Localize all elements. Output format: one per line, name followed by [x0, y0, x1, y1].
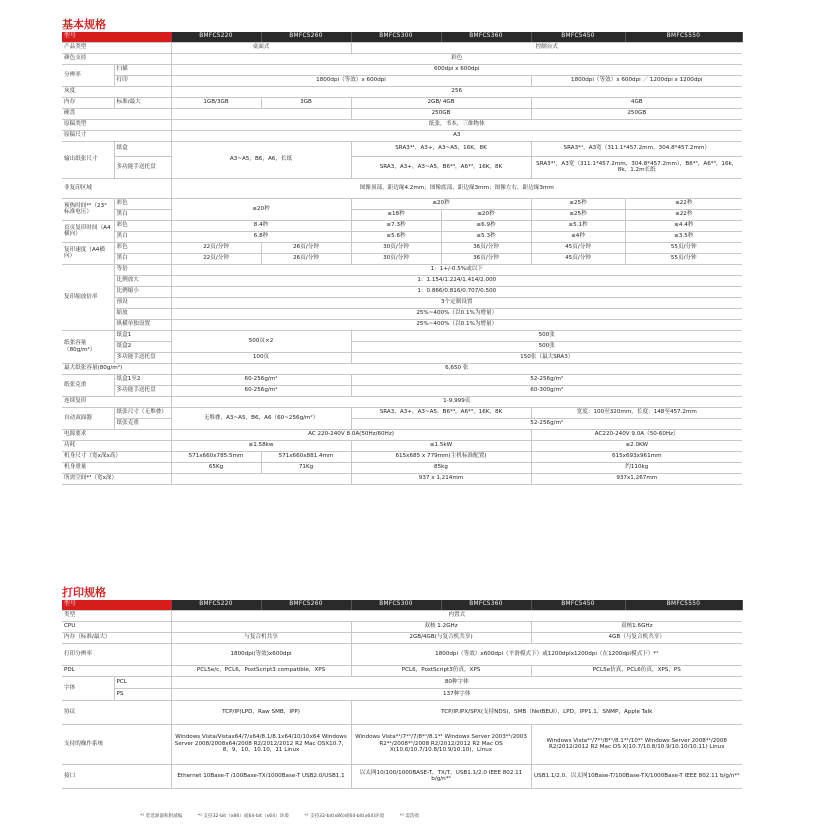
row-label: 机身重量: [62, 462, 171, 473]
cell: ≤20秒: [351, 198, 531, 209]
cell: 桌面式: [171, 42, 351, 53]
table-row: [62, 86, 742, 97]
table-row: [62, 231, 742, 242]
cell: 1：1.154/1.224/1.414/2.000: [171, 275, 742, 286]
table-row: [62, 130, 742, 141]
cell: 彩色: [171, 53, 742, 64]
table-row: [62, 53, 742, 64]
table-row: [62, 119, 742, 130]
cell: ≤22秒: [625, 198, 742, 209]
table-header: [62, 600, 742, 610]
table-row: [62, 688, 742, 700]
table-row: [62, 141, 742, 156]
header-model: BMFC5550: [625, 600, 742, 610]
table-row: [62, 396, 742, 407]
cell: 150张（最大SRA3）: [351, 352, 742, 363]
footnote: *¹ 支持32-bit(x86)或64-bit(x64)环境: [304, 814, 385, 819]
cell: SRA3，A3+，A3~A5，B6*³，A6*³，16K，8K: [351, 156, 531, 178]
row-label: 接口: [62, 764, 171, 788]
cell: ≤5.3秒: [441, 231, 531, 242]
row-label: 非复印区域: [62, 178, 171, 198]
table-row: [62, 108, 742, 119]
table-row: [62, 178, 742, 198]
row-label: 所需空间*³（宽x深）: [62, 473, 171, 484]
cell: ≤6.9秒: [441, 220, 531, 231]
table-row: [62, 319, 742, 330]
sub-label: 彩色: [114, 198, 171, 209]
table-row: [62, 330, 742, 341]
table-row: [62, 75, 742, 86]
cell: 6,650 张: [171, 363, 742, 374]
table-row: [62, 97, 742, 108]
cell: 45页/分钟: [531, 242, 625, 253]
sub-label: 多功能手送托盘: [114, 385, 171, 396]
cell: SRA3*¹，A3宽（311.1*457.2mm，304.8*457.2mm），B6*³，A6*³，16k，8k，1.2m长纸: [531, 156, 742, 178]
cell: 100页: [171, 352, 351, 363]
row-label: 最大纸张容量(80g/m²): [62, 363, 171, 374]
row-label: 预热时间*²（23°标准电压）: [62, 198, 114, 220]
table-row: [62, 440, 742, 451]
cell: 71Kg: [261, 462, 351, 473]
row-label: 自动双面器: [62, 407, 114, 429]
row-label: 产品类型: [62, 42, 171, 53]
table-row: [62, 610, 742, 621]
sub-label: 扫描: [114, 64, 171, 75]
cell: 1800dpi(等效)x600dpi: [171, 643, 351, 665]
table-row: [62, 341, 742, 352]
cell: 30页/分钟: [351, 253, 441, 264]
sub-label: 彩色: [114, 242, 171, 253]
cell: 615x685 x 779mm(主机标准配置): [351, 451, 531, 462]
cell: 3个定制设置: [171, 297, 742, 308]
cell: 3GB: [261, 97, 351, 108]
table-row: [62, 632, 742, 643]
print-spec-table: [62, 600, 743, 789]
cell: ≤4.4秒: [625, 220, 742, 231]
header-model: BMFC5360: [441, 32, 531, 42]
row-label: 打印分辨率: [62, 643, 171, 665]
cell: 1：0.866/0.816/0.707/0.500: [171, 286, 742, 297]
cell: 1-9,999页: [171, 396, 742, 407]
table-row: [62, 643, 742, 665]
table-row: [62, 42, 742, 53]
table-row: [62, 363, 742, 374]
cell: 36页/分钟: [441, 242, 531, 253]
cell: 22页/分钟: [171, 253, 261, 264]
cell: ≤5.1秒: [531, 220, 625, 231]
cell: 55页/分钟: [625, 253, 742, 264]
cell: 26页/分钟: [261, 253, 351, 264]
cell: ≤4秒: [531, 231, 625, 242]
table-row: [62, 264, 742, 275]
cell: 1800dpi（等效）x600dpi（平滑模式下）或1200dpix1200dpi（在1200dpi模式下）*¹: [351, 643, 742, 665]
table-row: [62, 297, 742, 308]
cell: A3: [171, 130, 742, 141]
header-model: BMFC5450: [531, 32, 625, 42]
header-model: BMFC5550: [625, 32, 742, 42]
table-row: [62, 429, 742, 440]
cell: 以太网10/100/1000BASE-T，TX/T，USB1.1/2.0 IEEE 802.11 b/g/n*²: [351, 764, 531, 788]
cell: 937 x 1,214mm: [351, 473, 531, 484]
sub-label: 多功能手送托盘: [114, 156, 171, 178]
sub-label: 纸盒1: [114, 330, 171, 341]
cell: 无堆叠，A3~A5，B6，A6（60~256g/m²）: [171, 407, 351, 429]
cell: ≤25秒: [531, 209, 625, 220]
sub-label: PCL: [114, 676, 171, 688]
cell: 571x660x881.4mm: [261, 451, 351, 462]
basic-spec-table: [62, 32, 743, 485]
row-label: 内存（标准/最大）: [62, 632, 171, 643]
table-row: [62, 764, 742, 788]
cell: Ethernet 10Base-T /100Base-TX/1000Base-T USB2.0/USB1.1: [171, 764, 351, 788]
header-model: BMFC5450: [531, 600, 625, 610]
cell: 纸张，书本，三维物体: [171, 119, 742, 130]
cell: ≤3.5秒: [625, 231, 742, 242]
table-row: [62, 385, 742, 396]
header-model: BMFC5300: [351, 32, 441, 42]
basic-spec-title: 基本规格: [62, 18, 106, 31]
sub-label: 打印: [114, 75, 171, 86]
cell: 双核1.6GHz: [531, 621, 742, 632]
header-model: BMFC5220: [171, 600, 261, 610]
sub-label: 比例缩小: [114, 286, 171, 297]
cell: 500张: [351, 341, 742, 352]
row-label: 类型: [62, 610, 171, 621]
cell: ≤25秒: [531, 198, 625, 209]
cell: ≤2.0KW: [531, 440, 742, 451]
sub-label: 彩色: [114, 220, 171, 231]
row-label: 字体: [62, 676, 114, 700]
cell: 25%~400%（以0.1%为增量）: [171, 308, 742, 319]
row-label: 纸张克重: [62, 374, 114, 396]
cell: 4GB（与复合机共享）: [531, 632, 742, 643]
cell: 137种字体: [171, 688, 742, 700]
cell: A3~A5，B6，A6，长纸: [171, 141, 351, 178]
row-label: 电源要求: [62, 429, 171, 440]
footnote: *² 需选购: [399, 814, 420, 819]
cell: 6.8秒: [171, 231, 351, 242]
cell: 4GB: [531, 97, 742, 108]
row-label: 支持的操作系统: [62, 724, 171, 764]
row-label: 硬盘: [62, 108, 171, 119]
footnote: *² 支持32-bit（x86）或64-bit（x64）环境: [197, 814, 289, 819]
cell: 60-300g/m²: [351, 385, 742, 396]
cell: 500张: [351, 330, 742, 341]
cell: PCL5e仿真，PCL6仿真，XPS，PS: [531, 665, 742, 676]
header-model: BMFC5260: [261, 32, 351, 42]
table-row: [62, 64, 742, 75]
cell: 25%~400%（以0.1%为增量）: [171, 319, 742, 330]
cell: 60-256g/m²: [171, 374, 351, 385]
cell: 22页/分钟: [171, 242, 261, 253]
sub-label: 比例放大: [114, 275, 171, 286]
table-row: [62, 724, 742, 764]
row-label: 颜色支持: [62, 53, 171, 64]
cell: 图像顶部，距边缘4.2mm；图像底部，距边缘3mm；图像左右，距边缘3mm: [171, 178, 742, 198]
table-row: [62, 209, 742, 220]
cell: 256: [171, 86, 742, 97]
table-row: [62, 676, 742, 688]
cell: ≤22秒: [625, 209, 742, 220]
header-label: 型号: [62, 32, 171, 42]
header-label: 型号: [62, 600, 171, 610]
cell: 1800dpi（等效）x 600dpi: [171, 75, 531, 86]
cell: 55页/分钟: [625, 242, 742, 253]
cell: ≤1.58kw: [171, 440, 351, 451]
table-row: [62, 462, 742, 473]
cell: SRA3*¹，A3+，A3~A5，16K，8K: [351, 141, 531, 156]
cell: ≤7.3秒: [351, 220, 441, 231]
cell: 500页×2: [171, 330, 351, 352]
sub-label: 纸张尺寸（无堆叠）: [114, 407, 171, 418]
cell: 26页/分钟: [261, 242, 351, 253]
sub-label: 缩放: [114, 308, 171, 319]
cell: ≤20秒: [441, 209, 531, 220]
table-row: [62, 275, 742, 286]
row-label: 输出纸张尺寸: [62, 141, 114, 178]
row-label: 原稿尺寸: [62, 130, 171, 141]
footnote: *¹ 装选源器和附减编: [140, 814, 183, 819]
row-label: 功耗: [62, 440, 171, 451]
cell: 80种字体: [171, 676, 742, 688]
cell: [171, 108, 351, 119]
cell: 250GB: [531, 108, 742, 119]
cell: 571x660x785.5mm: [171, 451, 261, 462]
cell: 与复合机共享: [171, 632, 351, 643]
sub-label: 纸张克重: [114, 418, 171, 429]
cell: 60-256g/m²: [171, 385, 351, 396]
cell: 250GB: [351, 108, 531, 119]
row-label: 复印缩放倍率: [62, 264, 114, 330]
cell: Windows Vista/Vistax64/7/x64/8.1/8.1x64/10/10x64 Windows Server 2008/2008x64/2008 R2/2012/2012 R2 Mac OSX10.7，8，9，10，10.10，11 Linux: [171, 724, 351, 764]
cell: ≤5.6秒: [351, 231, 441, 242]
table-row: [62, 665, 742, 676]
print-spec-title: 打印规格: [62, 586, 106, 599]
cell: 内置式: [171, 610, 742, 621]
sub-label: 等倍: [114, 264, 171, 275]
row-label: 连续复印: [62, 396, 171, 407]
table-row: [62, 308, 742, 319]
cell: 52-256g/m²: [351, 418, 742, 429]
row-label: PDL: [62, 665, 171, 676]
cell: SRA3*¹，A3宽（311.1*457.2mm，304.8*457.2mm）: [531, 141, 742, 156]
sub-label: 黑白: [114, 231, 171, 242]
cell: 双核 1.2GHz: [351, 621, 531, 632]
sub-label: 预设: [114, 297, 171, 308]
cell: 615x693x961mm: [531, 451, 742, 462]
cell: 控制台式: [351, 42, 742, 53]
header-model: BMFC5300: [351, 600, 441, 610]
header-model: BMFC5260: [261, 600, 351, 610]
header-model: BMFC5360: [441, 600, 531, 610]
cell: ≤18秒: [351, 209, 441, 220]
sub-label: 纸盒: [114, 141, 171, 156]
row-label: 内存: [62, 97, 114, 108]
table-row: [62, 418, 742, 429]
sub-label: PS: [114, 688, 171, 700]
table-row: [62, 700, 742, 724]
cell: ≤1.5kW: [351, 440, 531, 451]
row-label: CPU: [62, 621, 171, 632]
table-row: [62, 621, 742, 632]
cell: AC 220-240V 8.0A(50Hz/60Hz): [171, 429, 531, 440]
cell: ≤20秒: [171, 198, 351, 220]
table-row: [62, 352, 742, 363]
table-row: [62, 473, 742, 484]
cell: Windows Vista*¹/7*¹/8*¹/8.1*¹/10*¹ Windows Server 2008*¹/2008 R2/2012/2012 R2 Mac OS X(10.7/10.8/10.9/10.10/10.11) Linux: [531, 724, 742, 764]
cell: TCP/IP(LPD，Raw SMB，IPP): [171, 700, 351, 724]
cell: 30页/分钟: [351, 242, 441, 253]
footnotes: [140, 813, 433, 819]
cell: 2GB/4GB(与复合机共享): [351, 632, 531, 643]
table-header: [62, 32, 742, 42]
row-label: 机身尺寸（宽x深x高）: [62, 451, 171, 462]
cell: Windows Vista*¹/7*¹/7/8*¹/8.1*¹ Windows Server 2003*¹/2003 R2*¹/2008*¹/2008 R2/2012/2012 R2 Mac OS X(10.6/10.7/10.8/10.9/10.10)，Linux: [351, 724, 531, 764]
cell: 600dpi x 600dpi: [171, 64, 742, 75]
table-row: [62, 242, 742, 253]
cell: 52-256g/m²: [351, 374, 742, 385]
cell: 45页/分钟: [531, 253, 625, 264]
cell: TCP/IP.IPX/SPX(支持NDS)，SMB（NetBEUI），LPD，IPP1.1，SNMP，Apple Talk: [351, 700, 742, 724]
row-label: 原稿类型: [62, 119, 171, 130]
row-label: 首页复印时间（A4横向）: [62, 220, 114, 242]
table-row: [62, 198, 742, 209]
table-row: [62, 253, 742, 264]
sub-label: 标准/最大: [114, 97, 171, 108]
row-label: 纸张容量（80g/m²）: [62, 330, 114, 363]
cell: 1800dpi（等效）x 600dpi ／ 1200dpi x 1200dpi: [531, 75, 742, 86]
cell: 36页/分钟: [441, 253, 531, 264]
cell: 2GB/ 4GB: [351, 97, 531, 108]
table-row: [62, 451, 742, 462]
cell: 1GB/3GB: [171, 97, 261, 108]
cell: PCL5e/c，PCL6，PostScript3 compatible，XPS: [171, 665, 351, 676]
cell: [171, 473, 351, 484]
cell: 937x1,267mm: [531, 473, 742, 484]
cell: PCL6，PostScript3仿真，XPS: [351, 665, 531, 676]
cell: 宽度：100至320mm，长度：148至457.2mm: [531, 407, 742, 418]
cell: 1：1+/-0.5%或以下: [171, 264, 742, 275]
row-label: 复印速度（A4横向）: [62, 242, 114, 264]
table-row: [62, 374, 742, 385]
table-row: [62, 286, 742, 297]
table-row: [62, 156, 742, 178]
cell: 65Kg: [171, 462, 261, 473]
table-row: [62, 220, 742, 231]
cell: USB1.1/2.0，以太网10Base-T/100Base-TX/1000Base-T IEEE 802.11 b/g/n*²: [531, 764, 742, 788]
cell: AC220-240V 9.0A（50-60Hz）: [531, 429, 742, 440]
cell: 约110kg: [531, 462, 742, 473]
cell: [171, 621, 351, 632]
table-row: [62, 407, 742, 418]
sub-label: 纵横单独设置: [114, 319, 171, 330]
row-label: 灰度: [62, 86, 171, 97]
cell: 85kg: [351, 462, 531, 473]
sub-label: 黑白: [114, 209, 171, 220]
header-model: BMFC5220: [171, 32, 261, 42]
sub-label: 纸盒1至2: [114, 374, 171, 385]
sub-label: 纸盒2: [114, 341, 171, 352]
sub-label: 黑白: [114, 253, 171, 264]
row-label: 分辨率: [62, 64, 114, 86]
sub-label: 多功能手送托盘: [114, 352, 171, 363]
row-label: 协议: [62, 700, 171, 724]
cell: 8.4秒: [171, 220, 351, 231]
cell: SRA3，A3+，A3~A5，B6*³，A6*³，16K，8K: [351, 407, 531, 418]
